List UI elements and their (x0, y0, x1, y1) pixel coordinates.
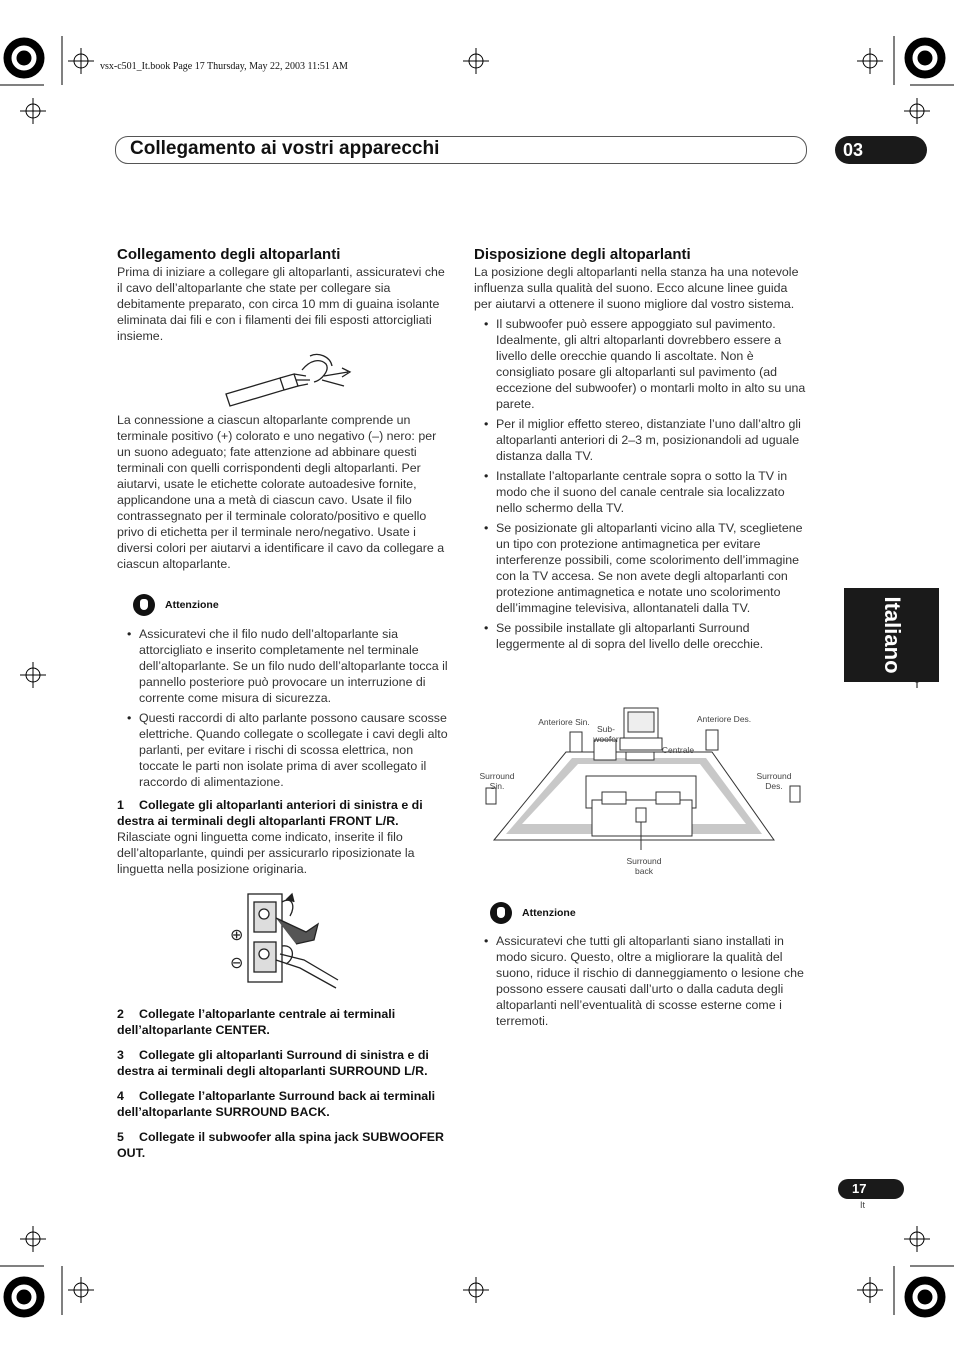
caution-label: Attenzione (522, 907, 576, 919)
right-column (474, 246, 808, 656)
svg-text:⊕: ⊕ (230, 925, 244, 944)
step-1-heading: 1 Collegate gli altoparlanti anteriori di sinistra e di destra ai terminali degli altoparlanti FRONT L/R. (117, 798, 423, 828)
label-front-left: Anteriore Sin. (538, 717, 590, 727)
chapter-title: Collegamento ai vostri apparecchi (130, 138, 440, 159)
speaker-placement-diagram (474, 700, 808, 880)
list-item: • Il subwoofer può essere appoggiato sul pavimento. Idealmente, gli altri altoparlanti dovrebbero essere a livello delle orecchie quando li ascoltate. Non è consigliato posare gli altoparlanti sul pavimento (ad eccezione del subwoofer) o montarli molto in alto su una parete. (474, 316, 808, 412)
caution-list-left (117, 626, 453, 790)
list-item: • Questi raccordi di alto parlante possono causare scosse elettriche. Quando collegate o scollegate i cavi degli alto parlanti, per evitare i rischi di scossa elettrica, non toccate le parti non isolate prima di aver scollegato il raccordo di alimentazione. (117, 710, 453, 790)
section-heading: Disposizione degli altoparlanti (474, 246, 691, 263)
left-column (117, 246, 453, 344)
caution-hand-icon (490, 902, 512, 924)
caution-list-right-block (474, 933, 808, 1033)
caution-list-left-block (117, 626, 453, 794)
steps-block (117, 1006, 453, 1161)
step-2: 2 Collegate l’altoparlante centrale ai terminali dell’altoparlante CENTER. (117, 1007, 396, 1037)
stripped-wire-illustration (218, 350, 358, 410)
step-1-block (117, 797, 453, 877)
placement-guidelines-list (474, 316, 808, 652)
language-tab-label: Italiano (879, 596, 905, 674)
label-surround-back: Surround back (626, 856, 662, 876)
print-line: vsx-c501_It.book Page 17 Thursday, May 22, 2003 11:51 AM (100, 61, 348, 72)
label-surround-right: Surround Des. (756, 771, 792, 791)
connection-paragraph: La connessione a ciascun altoparlante comprende un terminale positivo (+) colorato e uno negativo (–) nero: per un suono adeguato; fate attenzione ad abbinare questi terminali con quelli corrispondenti degli altoparlanti. Per aiutarvi, usate le etichette colorate autoadesive fornite, applicandone una a metà di ciascun cavo. Usate il filo contrassegnato per il terminale colorato/positivo e quello privo di etichetta per il terminale nero/negativo. Usate i diversi colori per aiutarvi a identificare il cavo da collegare a ciascun altoparlante. (117, 413, 445, 571)
step-1-text: Rilasciate ogni linguetta come indicato, inserite il filo dell’altoparlante, quindi per assicurarlo riposizionate la linguetta nella posizione originaria. (117, 830, 415, 876)
language-tab (844, 588, 939, 682)
list-item: • Installate l’altoparlante centrale sopra o sotto la TV in modo che il suono del canale centrale sia localizzato nello schermo della TV. (474, 468, 808, 516)
page-language-code: It (860, 1200, 866, 1210)
caution-list-right (474, 933, 808, 1029)
label-center: Centrale (661, 745, 695, 755)
list-item: • Se possibile installate gli altoparlanti Surround leggermente al di sopra del livello delle orecchie. (474, 620, 808, 652)
intro-paragraph: Prima di iniziare a collegare gli altoparlanti, assicuratevi che il cavo dell’altoparlante che state per collegare sia debitamente preparato, con circa 10 mm di guaina isolante eliminata dai fili e con i filamenti dei fili esposti attorcigliati insieme. (117, 265, 445, 343)
chapter-number: 03 (835, 136, 927, 164)
page-number: 17 (838, 1179, 904, 1199)
caution-label: Attenzione (165, 599, 219, 611)
caution-hand-icon (133, 594, 155, 616)
intro-paragraph: La posizione degli altoparlanti nella stanza ha una notevole influenza sulla qualità del suono. Ecco alcune linee guida per aiutarvi a ottenere il suono migliore dal vostro sistema. (474, 265, 799, 311)
caution-heading-left (133, 594, 219, 616)
step-5: 5 Collegate il subwoofer alla spina jack SUBWOOFER OUT. (117, 1130, 445, 1160)
step-4: 4 Collegate l’altoparlante Surround back ai terminali dell’altoparlante SURROUND BACK. (117, 1089, 436, 1119)
caution-heading-right (490, 902, 576, 924)
speaker-terminal-illustration (226, 888, 346, 992)
label-front-right: Anteriore Des. (696, 714, 752, 724)
chapter-header (115, 136, 807, 164)
label-surround-left: Surround Sin. (479, 771, 515, 791)
list-item: • Per il miglior effetto stereo, distanziate l’uno dall’altro gli altoparlanti anteriori di 2–3 m, posizionandoli ad uguale distanza dalla TV. (474, 416, 808, 464)
list-item: • Assicuratevi che il filo nudo dell’altoparlante sia attorcigliato e inserito completamente nel terminale dell’altoparlante. Se un filo nudo dell’altoparlante tocca il pannello posteriore può provocare un interruzione di corrente come misura di sicurezza. (117, 626, 453, 706)
section-heading: Collegamento degli altoparlanti (117, 246, 341, 263)
list-item: • Assicuratevi che tutti gli altoparlanti siano installati in modo sicuro. Questo, oltre a migliorare la qualità del suono, riduce il rischio di danneggiamento o lesione che possono essere causati dall’urto o dalla caduta degli altoparlanti nell’eventualità di scosse esterne come i terremoti. (474, 933, 808, 1029)
svg-text:⊖: ⊖ (230, 953, 244, 972)
label-subwoofer: Sub- woofer (593, 724, 619, 744)
step-3: 3 Collegate gli altoparlanti Surround di sinistra e di destra ai terminali degli altoparlanti SURROUND L/R. (117, 1048, 429, 1078)
list-item: • Se posizionate gli altoparlanti vicino alla TV, sceglietene un tipo con protezione antimagnetica per evitare interferenze possibili, come scolorimento dell’immagine con la TV accesa. Se non avete degli altoparlanti con protezione antimagnetica e notate uno scolorimento dell’immagine televisiva, allontanateli dalla TV. (474, 520, 808, 616)
connection-paragraph-block (117, 412, 453, 572)
